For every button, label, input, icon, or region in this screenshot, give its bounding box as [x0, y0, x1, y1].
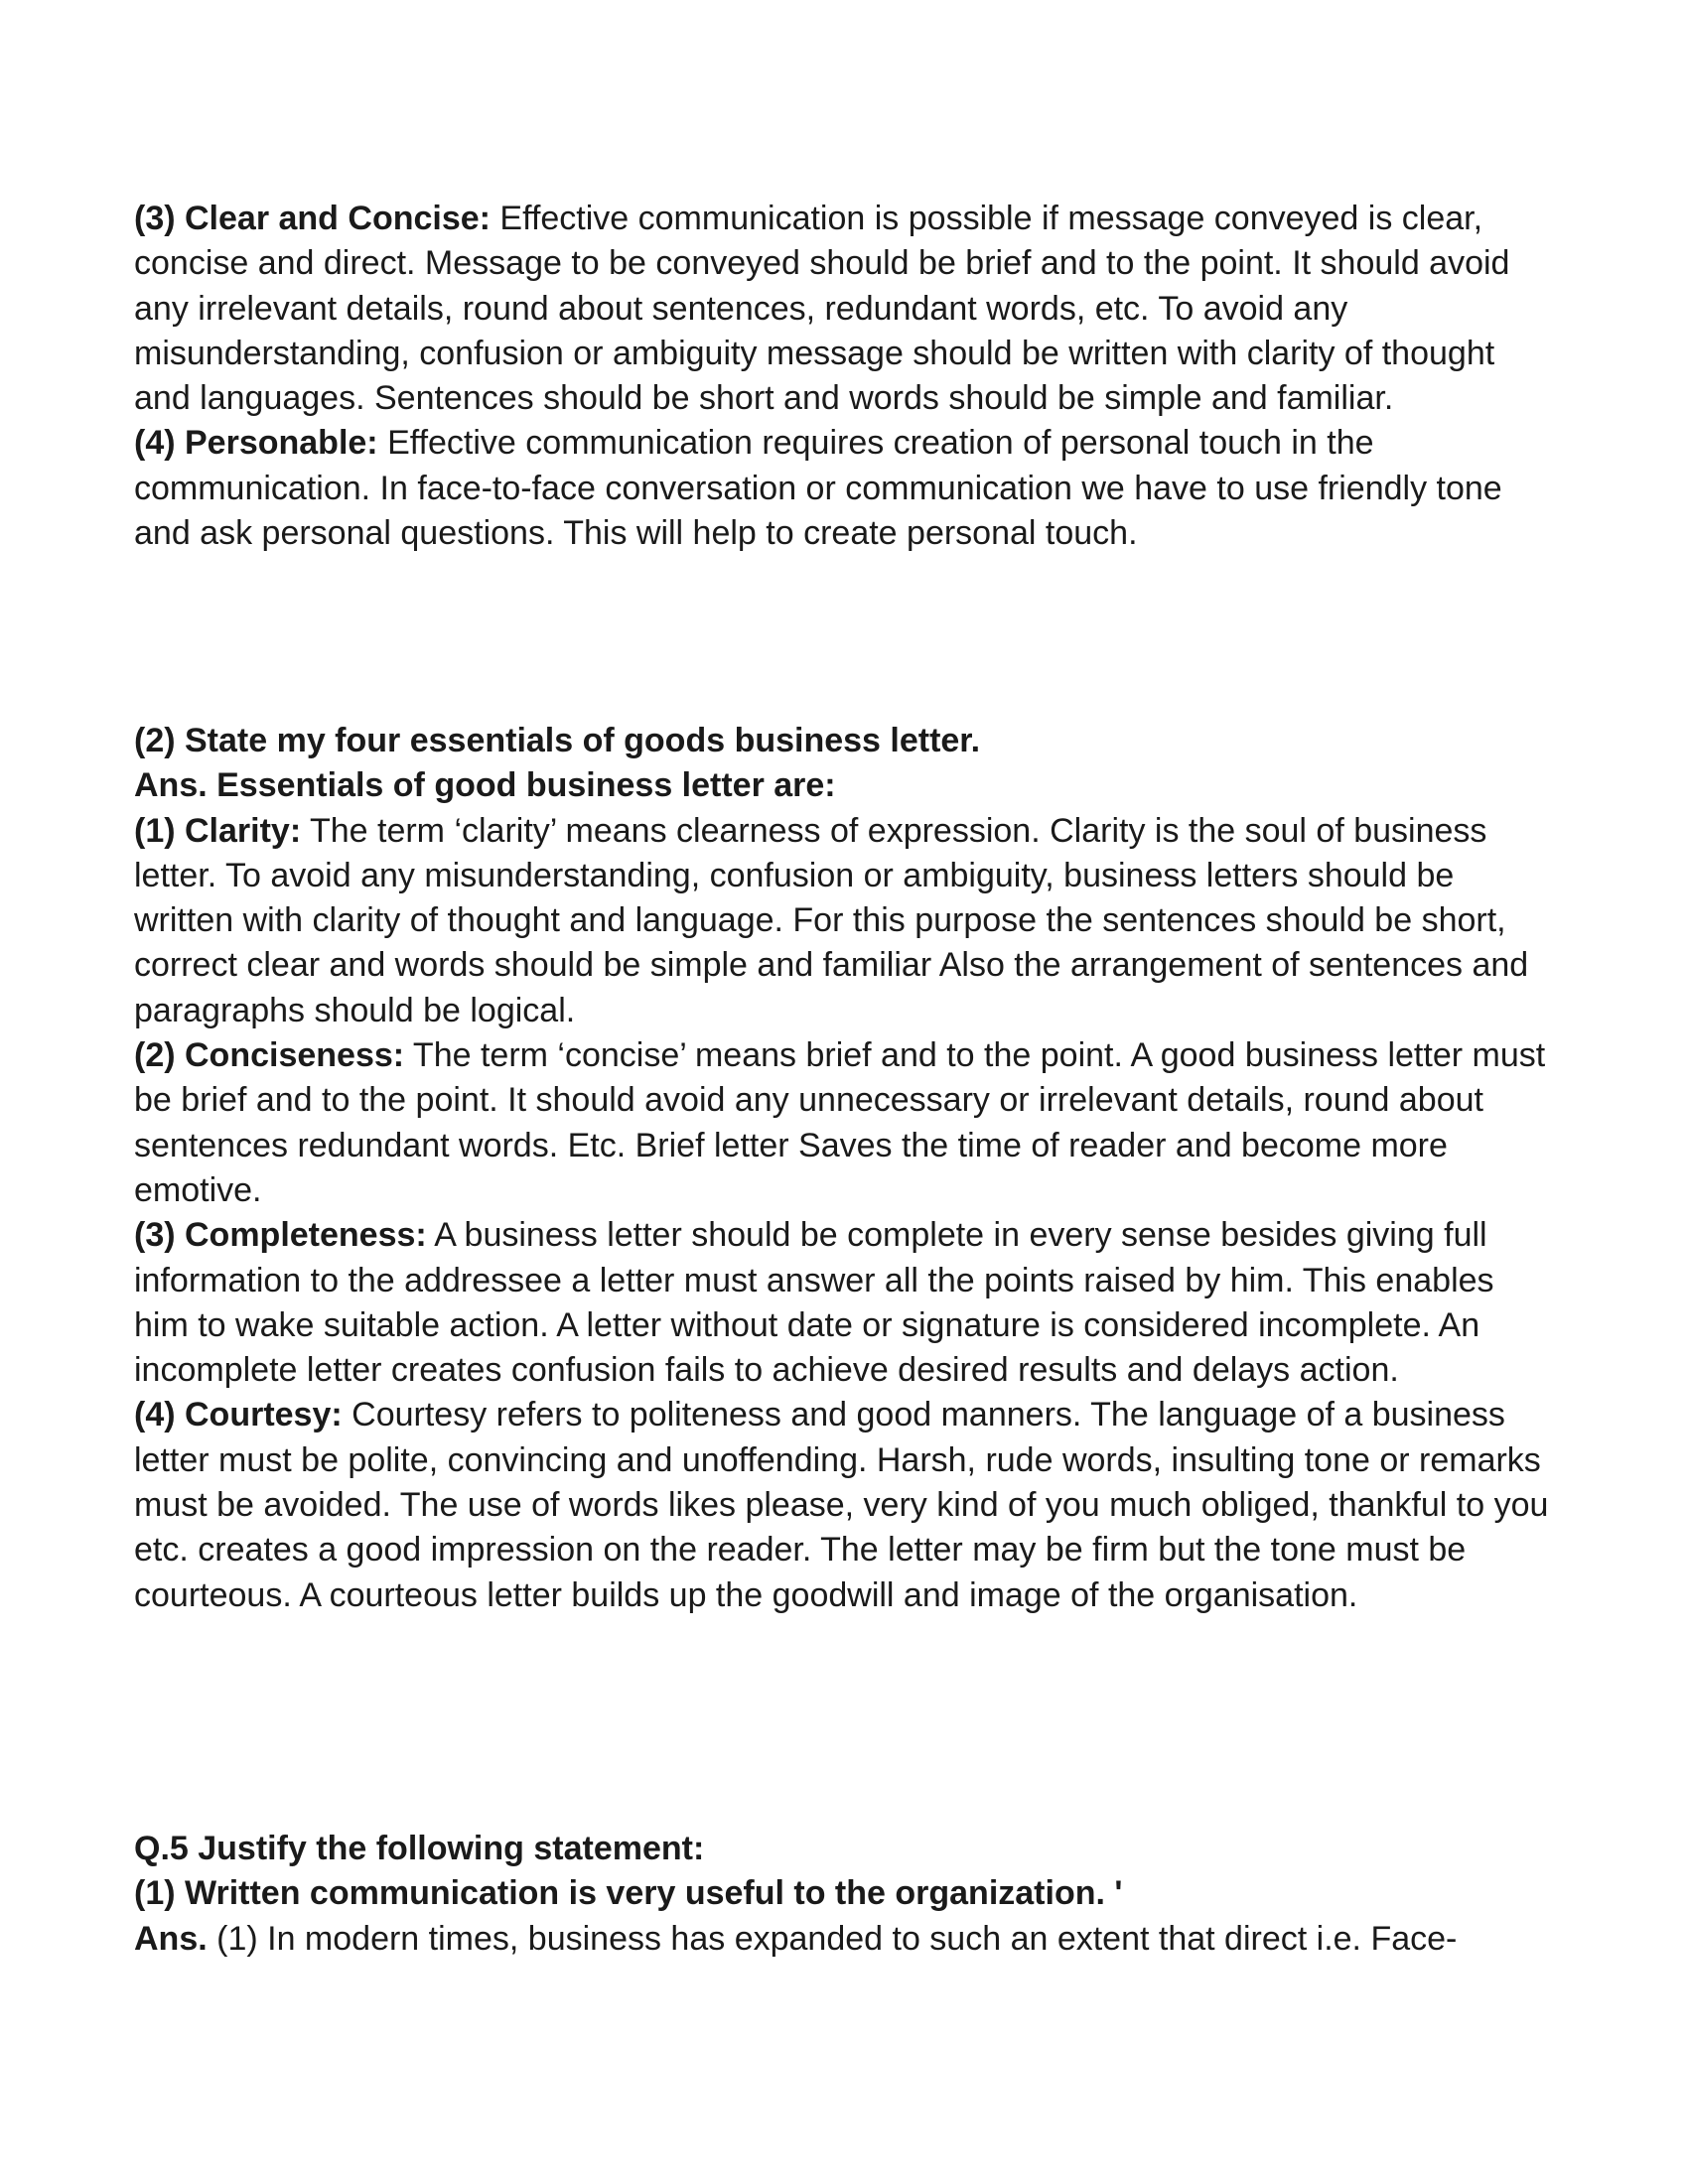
- item-text: The term ‘concise’ means brief and to the point. A good business letter must be brief and to the point. It should avoid any unnecessary or irrelevant details, round about sentences redundant words. Etc. Brief letter Saves the time of reader and become more emotive.: [134, 1036, 1546, 1209]
- item-text: Effective communication requires creation of personal touch in the communication. In face-to-face conversation or communication we have to use friendly tone and ask personal questions. This will help to create personal touch.: [134, 424, 1502, 553]
- paragraph-courtesy: [134, 1393, 1554, 1617]
- answer-heading: Ans. Essentials of good business letter are:: [134, 766, 836, 805]
- answer-label: Ans.: [134, 1919, 208, 1958]
- item-text: The term ‘clarity’ means clearness of expression. Clarity is the soul of business letter. To avoid any misunderstanding, confusion or ambiguity, business letters should be written with clarity of thought and language. For this purpose the sentences should be short, correct clear and words should be simple and familiar Also the arrangement of sentences and paragraphs should be logical.: [134, 811, 1529, 1029]
- item-text: A business letter should be complete in every sense besides giving full information to the addressee a letter must answer all the points raised by him. This enables him to wake suitable action. A letter without date or signature is considered incomplete. An incomplete letter creates confusion fails to achieve desired results and delays action.: [134, 1216, 1494, 1390]
- question-heading: Q.5 Justify the following statement:: [134, 1830, 705, 1867]
- answer-text: (1) In modern times, business has expanded to such an extent that direct i.e. Face-: [207, 1919, 1458, 1958]
- item-label: (3) Completeness:: [134, 1216, 427, 1255]
- paragraph-personable: [134, 421, 1554, 556]
- section-justify-statement: [134, 1827, 1554, 1962]
- paragraph-clear-and-concise: [134, 197, 1554, 421]
- question-heading: (2) State my four essentials of goods business letter.: [134, 722, 981, 759]
- item-label: (3) Clear and Concise:: [134, 200, 491, 237]
- item-text: Courtesy refers to politeness and good manners. The language of a business letter must be polite, convincing and unoffending. Harsh, rude words, insulting tone or remarks must be avoided. The use of words likes please, very kind of you much obliged, thankful to you etc. creates a good impression on the reader. The letter may be firm but the tone must be courteous. A courteous letter builds up the goodwill and image of the organisation.: [134, 1396, 1549, 1614]
- item-label: (1) Clarity:: [134, 811, 302, 850]
- item-text: Effective communication is possible if message conveyed is clear, concise and direct. Message to be conveyed should be brief and to the point. It should avoid any irrelevant details, round about sentences, redundant words, etc. To avoid any misunderstanding, confusion or ambiguity message should be written with clarity of thought and languages. Sentences should be short and words should be simple and familiar.: [134, 200, 1510, 418]
- paragraph-answer: [134, 1917, 1554, 1962]
- item-label: (4) Personable:: [134, 424, 378, 463]
- sub-question-heading: (1) Written communication is very useful to the organization. ': [134, 1874, 1123, 1913]
- paragraph-completeness: [134, 1213, 1554, 1393]
- item-label: (2) Conciseness:: [134, 1036, 405, 1075]
- paragraph-clarity: [134, 809, 1554, 1033]
- paragraph-conciseness: [134, 1033, 1554, 1213]
- item-label: (4) Courtesy:: [134, 1396, 343, 1434]
- section-communication-features: [134, 197, 1554, 556]
- section-business-letter-essentials: [134, 719, 1554, 1618]
